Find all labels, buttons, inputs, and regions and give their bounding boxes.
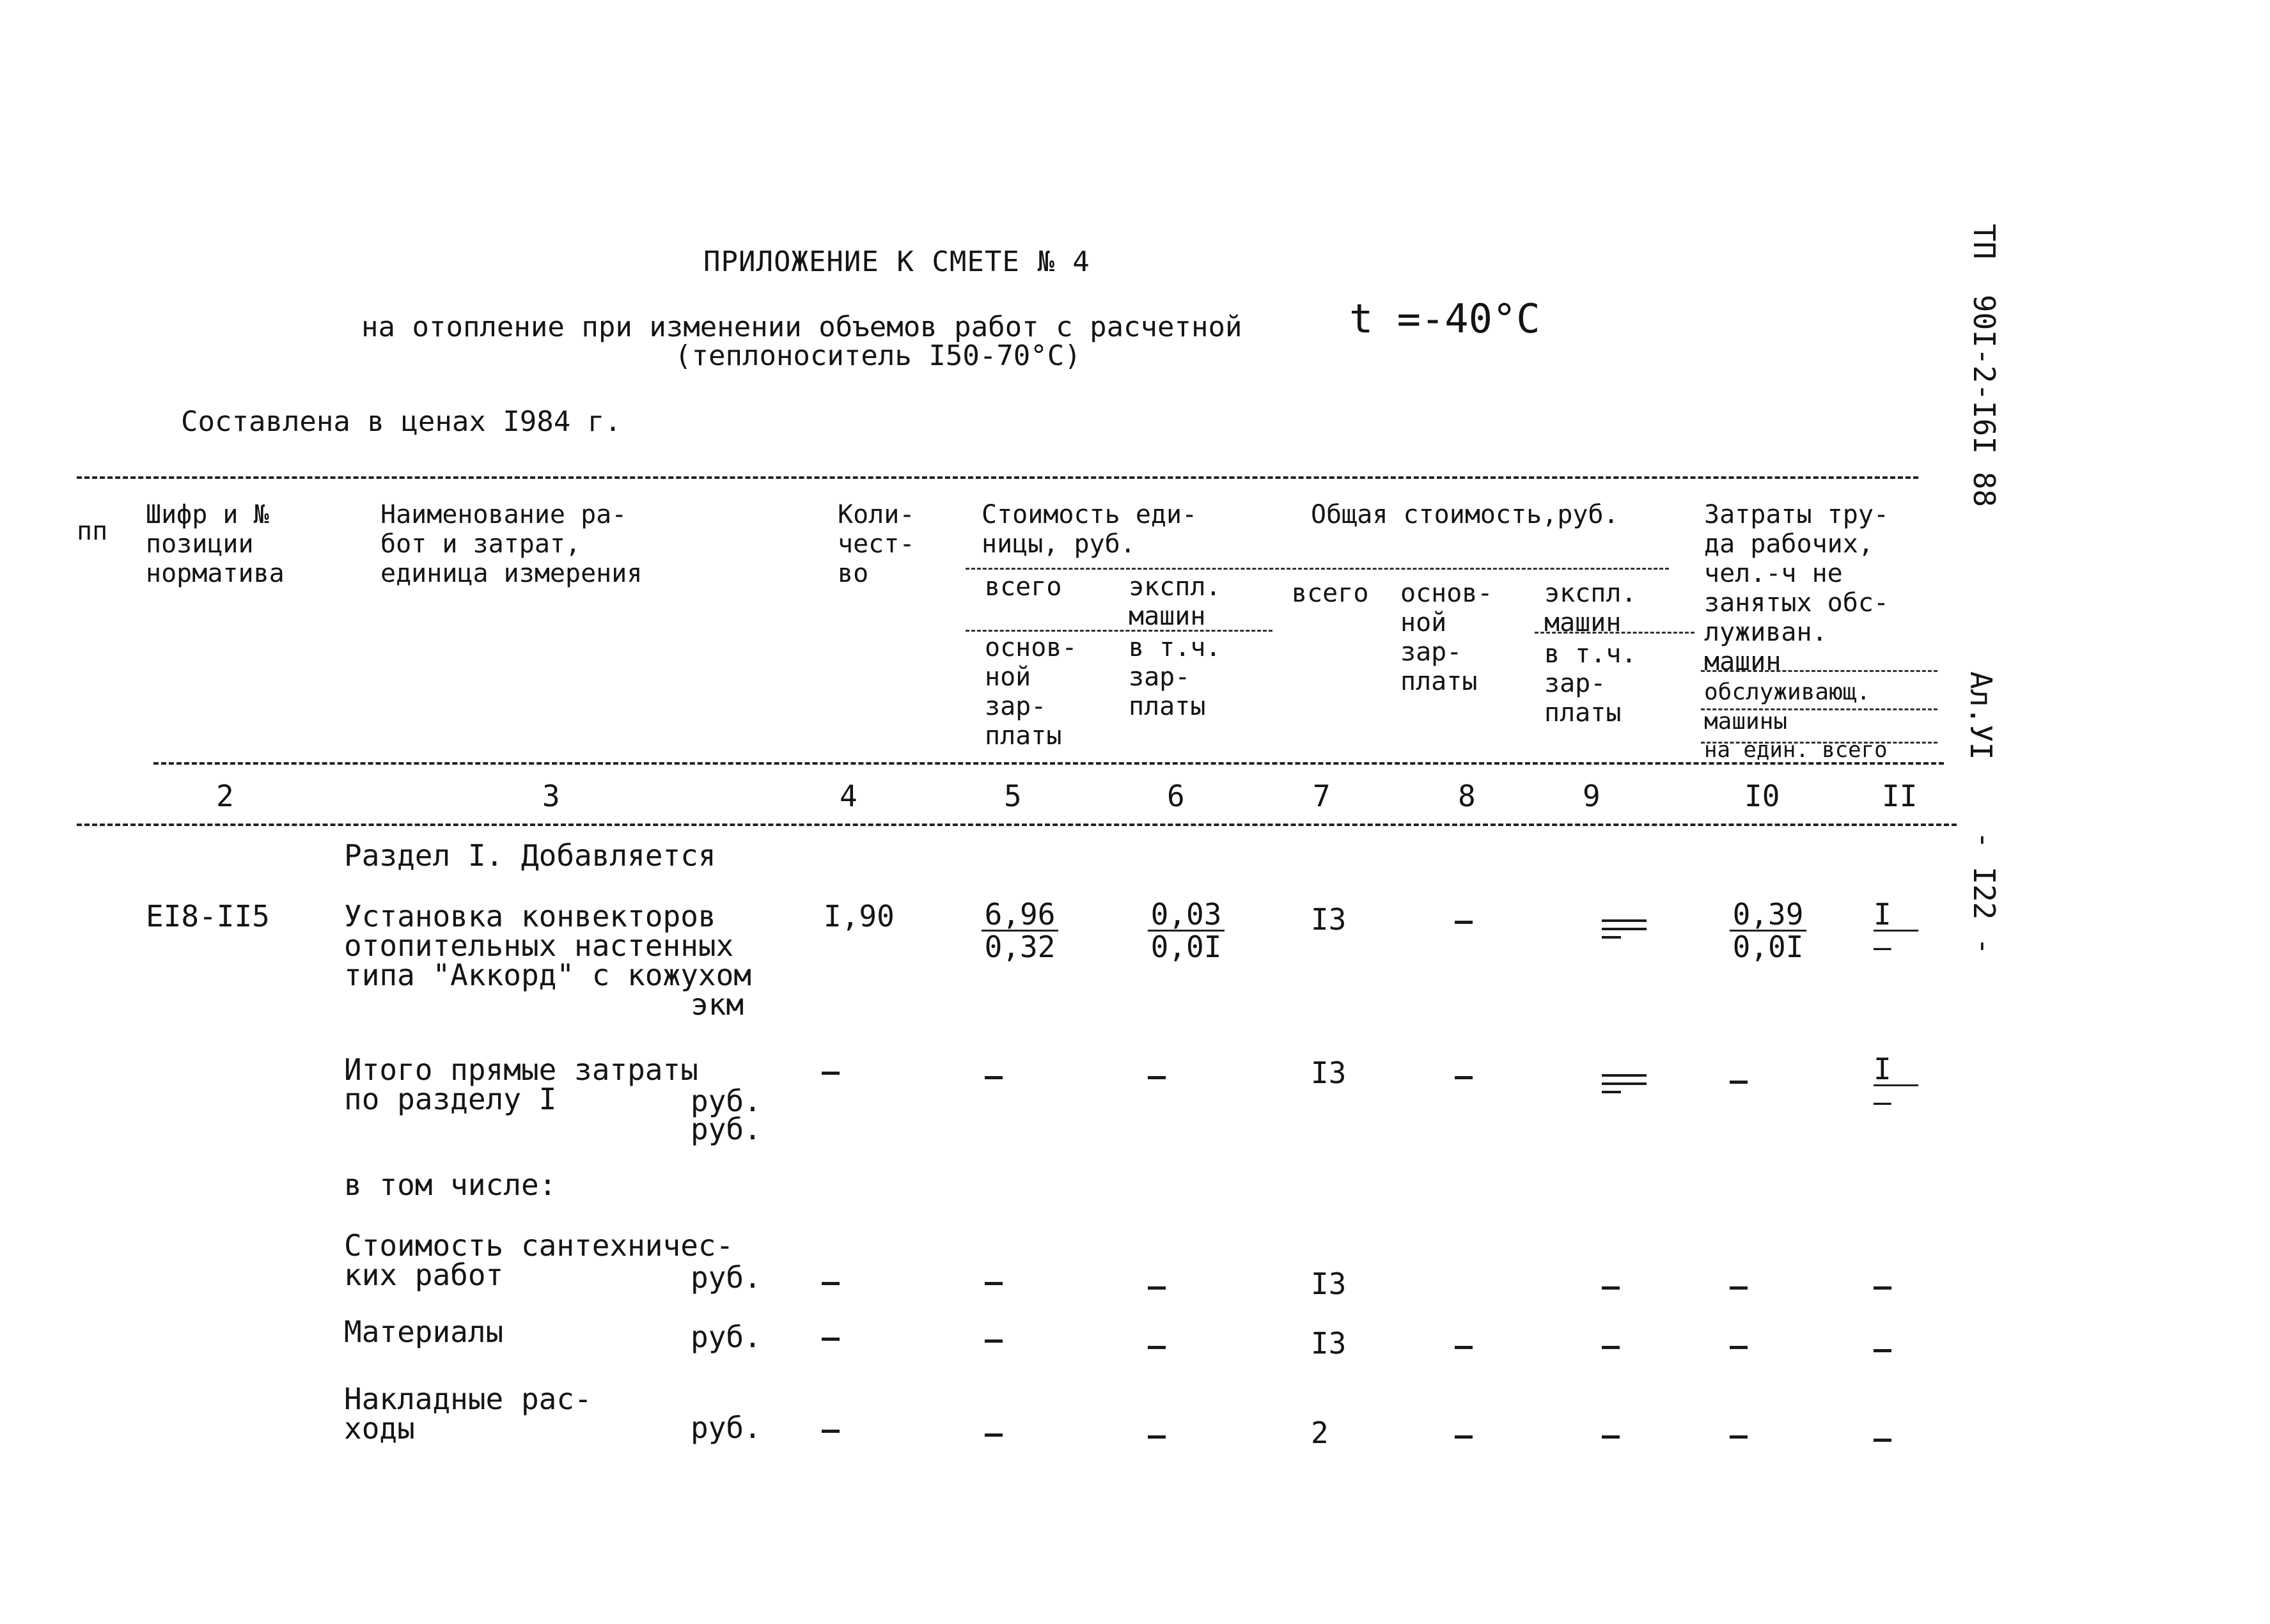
row4-col4-dash xyxy=(822,1338,840,1341)
row1-col9-dash xyxy=(1602,919,1647,944)
including-label: в том числе: xyxy=(344,1167,557,1202)
row1-col10-fraction xyxy=(1730,897,1806,964)
row5-col7: 2 xyxy=(1311,1416,1329,1450)
row2-col4-dash xyxy=(822,1072,840,1075)
row2-col8-dash xyxy=(1455,1076,1473,1079)
col-header-6-machines: экспл. машин xyxy=(1129,572,1221,631)
col-header-7-9: Общая стоимость,руб. xyxy=(1311,500,1619,529)
col-number: I0 xyxy=(1744,779,1780,813)
row1-col7: I3 xyxy=(1311,902,1347,937)
document-subtitle: на отопление при изменении объемов работ с расчетной xyxy=(361,311,1242,343)
col-header-10-11: Затраты тру- да рабочих, чел.-ч не занятых обс- луживан. машин xyxy=(1704,500,1889,676)
row2-name: Итого прямые затраты по разделу I xyxy=(344,1052,698,1116)
col-header-8: основ- ной зар- платы xyxy=(1400,579,1493,696)
row4-col6-dash xyxy=(1148,1346,1166,1349)
row5-unit: руб. xyxy=(691,1410,762,1445)
page-number: - I22 - xyxy=(1967,831,2001,955)
col-number: II xyxy=(1882,779,1918,813)
col-header-4: Коли- чест- во xyxy=(838,500,915,588)
row3-col7: I3 xyxy=(1311,1267,1347,1301)
row3-col11-dash xyxy=(1874,1286,1891,1290)
row4-col7: I3 xyxy=(1311,1326,1347,1361)
row1-col6-bottom: 0,0I xyxy=(1150,930,1222,964)
header-bottom-rule xyxy=(153,762,1944,765)
row1-col6-top: 0,03 xyxy=(1148,900,1225,932)
col-number: 6 xyxy=(1167,779,1185,813)
row2-unit: руб. руб. xyxy=(691,1084,762,1146)
row1-col8-dash xyxy=(1455,921,1473,924)
row4-col8-dash xyxy=(1455,1346,1473,1349)
row5-col4-dash xyxy=(822,1430,840,1433)
row4-unit: руб. xyxy=(691,1320,762,1354)
row3-col5-dash xyxy=(985,1282,1003,1285)
row4-col9-dash xyxy=(1602,1346,1620,1349)
row2-col6-dash xyxy=(1148,1076,1166,1079)
col-header-9-wage: в т.ч. зар- платы xyxy=(1544,639,1637,728)
col-number: 5 xyxy=(1004,779,1022,813)
col-header-7: всего xyxy=(1292,579,1369,608)
row3-unit: руб. xyxy=(691,1260,762,1295)
row4-col5-dash xyxy=(985,1339,1003,1343)
row2-col11-fraction: I – xyxy=(1874,1055,1918,1116)
row1-col11-fraction: I – xyxy=(1874,900,1918,961)
row5-col11-dash xyxy=(1874,1439,1891,1442)
row3-col10-dash xyxy=(1730,1286,1748,1290)
col-number: 3 xyxy=(542,779,560,813)
col-header-2: Шифр и № позиции норматива xyxy=(146,500,285,588)
row4-name: Материалы xyxy=(344,1315,504,1349)
section-heading: Раздел I. Добавляется xyxy=(344,838,716,873)
col-header-5-6: Стоимость еди- ницы, руб. xyxy=(982,500,1198,559)
col-header-3: Наименование ра- бот и затрат, единица измерения xyxy=(380,500,643,588)
row3-name: Стоимость сантехничес- ких работ xyxy=(344,1228,734,1292)
row2-col11-top: I xyxy=(1874,1055,1918,1086)
row1-col5-bottom: 0,32 xyxy=(984,930,1056,964)
col-header-5-total: всего xyxy=(985,572,1062,602)
row5-col8-dash xyxy=(1455,1435,1473,1439)
col-header-10-11-unit: на един. всего xyxy=(1704,737,1888,763)
row3-col4-dash xyxy=(822,1282,840,1285)
col-number: 8 xyxy=(1458,779,1476,813)
row5-name: Накладные рас- ходы xyxy=(344,1382,592,1446)
col-header-9-machines: экспл. машин xyxy=(1544,579,1637,637)
row1-col5-top: 6,96 xyxy=(982,900,1058,932)
col-number: 7 xyxy=(1313,779,1331,813)
row1-col10-top: 0,39 xyxy=(1730,900,1806,932)
coolant-note: (теплоноситель I50-70°С) xyxy=(675,340,1081,372)
row1-col11-top: I xyxy=(1874,900,1918,932)
row1-unit: экм xyxy=(691,987,744,1022)
row2-col10-dash xyxy=(1730,1081,1748,1084)
row4-col11-dash xyxy=(1874,1349,1891,1352)
row1-col10-bottom: 0,0I xyxy=(1732,930,1804,964)
album-number: Ал.УI xyxy=(1964,671,1998,760)
col-number: 2 xyxy=(216,779,234,813)
col-header-1: пп xyxy=(77,517,108,546)
row1-quantity: I,90 xyxy=(824,899,895,933)
price-basis: Составлена в ценах I984 г. xyxy=(181,405,622,438)
row2-col5-dash xyxy=(985,1076,1003,1079)
col-header-5-wage: основ- ной зар- платы xyxy=(985,633,1077,751)
row2-col7: I3 xyxy=(1311,1056,1347,1090)
col-number: 4 xyxy=(840,779,857,813)
row3-col9-dash xyxy=(1602,1286,1620,1290)
numbers-bottom-rule xyxy=(77,824,1957,826)
col-number: 9 xyxy=(1583,779,1601,813)
row1-name: Установка конвекторов отопительных настенных типа "Аккорд" с кожухом xyxy=(344,899,751,992)
row5-col5-dash xyxy=(985,1433,1003,1437)
row1-col6-fraction xyxy=(1148,897,1225,964)
row3-col6-dash xyxy=(1148,1286,1166,1290)
document-title: ПРИЛОЖЕНИЕ К СМЕТЕ № 4 xyxy=(703,246,1090,278)
table-top-rule xyxy=(77,476,1918,479)
col-header-6-wage: в т.ч. зар- платы xyxy=(1129,633,1221,721)
row2-col9-dash xyxy=(1602,1074,1647,1099)
row1-code: EI8-II5 xyxy=(146,899,270,933)
row5-col10-dash xyxy=(1730,1435,1748,1439)
row5-col6-dash xyxy=(1148,1435,1166,1439)
subheader-rule-2 xyxy=(966,630,1272,632)
subheader-rule-1 xyxy=(966,568,1669,570)
row1-col5-fraction xyxy=(982,897,1058,964)
row4-col10-dash xyxy=(1730,1346,1748,1349)
project-code: ТП 90I-2-I6I 88 xyxy=(1967,224,2001,508)
row5-col9-dash xyxy=(1602,1435,1620,1439)
col-header-10-11-service: обслуживающ. машины xyxy=(1704,679,1871,735)
temperature-label: t =-40°C xyxy=(1349,295,1540,342)
